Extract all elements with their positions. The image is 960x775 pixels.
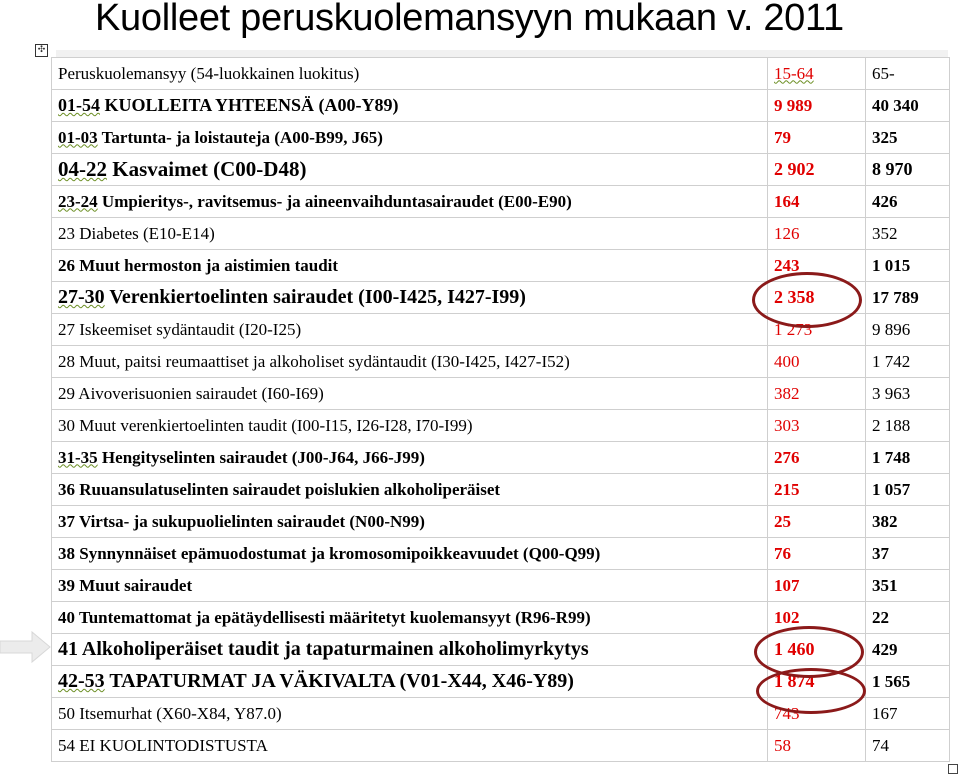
row-label: 30 Muut verenkiertoelinten taudit (I00-I15, I26-I28, I70-I99) [52, 410, 768, 442]
row-label: 37 Virtsa- ja sukupuolielinten sairaudet (N00-N99) [52, 506, 768, 538]
table-row [52, 730, 950, 762]
row-value-15-64: 382 [768, 378, 866, 410]
row-value-65-plus: 325 [866, 122, 950, 154]
row-label: 31-35 Hengityselinten sairaudet (J00-J64, J66-J99) [52, 442, 768, 474]
row-value-15-64: 79 [768, 122, 866, 154]
row-label: 23 Diabetes (E10-E14) [52, 218, 768, 250]
row-value-15-64: 400 [768, 346, 866, 378]
row-label: 54 EI KUOLINTODISTUSTA [52, 730, 768, 762]
row-label: 27 Iskeemiset sydäntaudit (I20-I25) [52, 314, 768, 346]
row-label: 41 Alkoholiperäiset taudit ja tapaturmainen alkoholimyrkytys [52, 634, 768, 666]
highlight-circle-cardiovascular [752, 272, 862, 328]
row-value-15-64: 303 [768, 410, 866, 442]
table-row [52, 538, 950, 570]
row-label: 04-22 Kasvaimet (C00-D48) [52, 154, 768, 186]
row-value-15-64: 164 [768, 186, 866, 218]
row-label: 01-54 KUOLLEITA YHTEENSÄ (A00-Y89) [52, 90, 768, 122]
row-value-65-plus: 3 963 [866, 378, 950, 410]
row-value-15-64: 76 [768, 538, 866, 570]
row-value-65-plus: 382 [866, 506, 950, 538]
row-value-65-plus: 351 [866, 570, 950, 602]
row-label: 29 Aivoverisuonien sairaudet (I60-I69) [52, 378, 768, 410]
page-title: Kuolleet peruskuolemansyyn mukaan v. 2011 [95, 0, 844, 39]
row-value-65-plus: 37 [866, 538, 950, 570]
row-label: 36 Ruuansulatuselinten sairaudet poislukien alkoholiperäiset [52, 474, 768, 506]
row-value-65-plus: 1 565 [866, 666, 950, 698]
row-label: 27-30 Verenkiertoelinten sairaudet (I00-I425, I427-I99) [52, 282, 768, 314]
row-value-65-plus: 17 789 [866, 282, 950, 314]
row-value-65-plus: 426 [866, 186, 950, 218]
row-value-65-plus: 1 015 [866, 250, 950, 282]
row-value-65-plus: 22 [866, 602, 950, 634]
arrow-right-icon [0, 628, 52, 666]
row-value-65-plus: 429 [866, 634, 950, 666]
row-value-15-64: 743 [768, 698, 866, 730]
table-row [52, 474, 950, 506]
table-row [52, 218, 950, 250]
table-row [52, 570, 950, 602]
row-value-65-plus: 40 340 [866, 90, 950, 122]
row-value-65-plus: 167 [866, 698, 950, 730]
row-value-15-64: 107 [768, 570, 866, 602]
row-value-15-64: 25 [768, 506, 866, 538]
resize-handle-icon[interactable] [948, 764, 958, 774]
row-value-15-64: 1 273 [768, 314, 866, 346]
row-value-65-plus: 2 188 [866, 410, 950, 442]
table-row [52, 122, 950, 154]
table-row [52, 154, 950, 186]
row-label: 40 Tuntemattomat ja epätäydellisesti määritetyt kuolemansyyt (R96-R99) [52, 602, 768, 634]
row-label: 38 Synnynnäiset epämuodostumat ja kromosomipoikkeavuudet (Q00-Q99) [52, 538, 768, 570]
row-value-15-64: 2 902 [768, 154, 866, 186]
row-value-15-64: 102 [768, 602, 866, 634]
row-value-15-64: 126 [768, 218, 866, 250]
header-label: Peruskuolemansyy (54-luokkainen luokitus) [52, 58, 768, 90]
row-label: 26 Muut hermoston ja aistimien taudit [52, 250, 768, 282]
row-value-15-64: 215 [768, 474, 866, 506]
row-value-65-plus: 352 [866, 218, 950, 250]
row-value-15-64: 276 [768, 442, 866, 474]
move-handle-icon[interactable]: ✣ [35, 44, 48, 57]
table-row [52, 378, 950, 410]
header-age-15-64: 15-64 [768, 58, 866, 90]
table-header-row [52, 58, 950, 90]
row-value-15-64: 1 460 [768, 634, 866, 666]
row-value-65-plus: 1 748 [866, 442, 950, 474]
row-value-65-plus: 1 057 [866, 474, 950, 506]
table-row [52, 410, 950, 442]
row-value-15-64: 9 989 [768, 90, 866, 122]
header-age-65-plus: 65- [866, 58, 950, 90]
table-row [52, 186, 950, 218]
row-label: 01-03 Tartunta- ja loistauteja (A00-B99, J65) [52, 122, 768, 154]
row-label: 23-24 Umpieritys-, ravitsemus- ja aineenvaihduntasairaudet (E00-E90) [52, 186, 768, 218]
table-row [52, 90, 950, 122]
highlight-circle-accidents [756, 668, 866, 714]
table-row [52, 346, 950, 378]
row-label: 42-53 TAPATURMAT JA VÄKIVALTA (V01-X44, X46-Y89) [52, 666, 768, 698]
row-label: 28 Muut, paitsi reumaattiset ja alkoholiset sydäntaudit (I30-I425, I427-I52) [52, 346, 768, 378]
row-value-65-plus: 1 742 [866, 346, 950, 378]
row-value-15-64: 58 [768, 730, 866, 762]
row-value-15-64: 1 874 [768, 666, 866, 698]
row-value-65-plus: 74 [866, 730, 950, 762]
row-value-15-64: 2 358 [768, 282, 866, 314]
row-value-15-64: 243 [768, 250, 866, 282]
table-row [52, 506, 950, 538]
row-label: 50 Itsemurhat (X60-X84, Y87.0) [52, 698, 768, 730]
row-value-65-plus: 9 896 [866, 314, 950, 346]
row-value-65-plus: 8 970 [866, 154, 950, 186]
row-label: 39 Muut sairaudet [52, 570, 768, 602]
table-row [52, 442, 950, 474]
